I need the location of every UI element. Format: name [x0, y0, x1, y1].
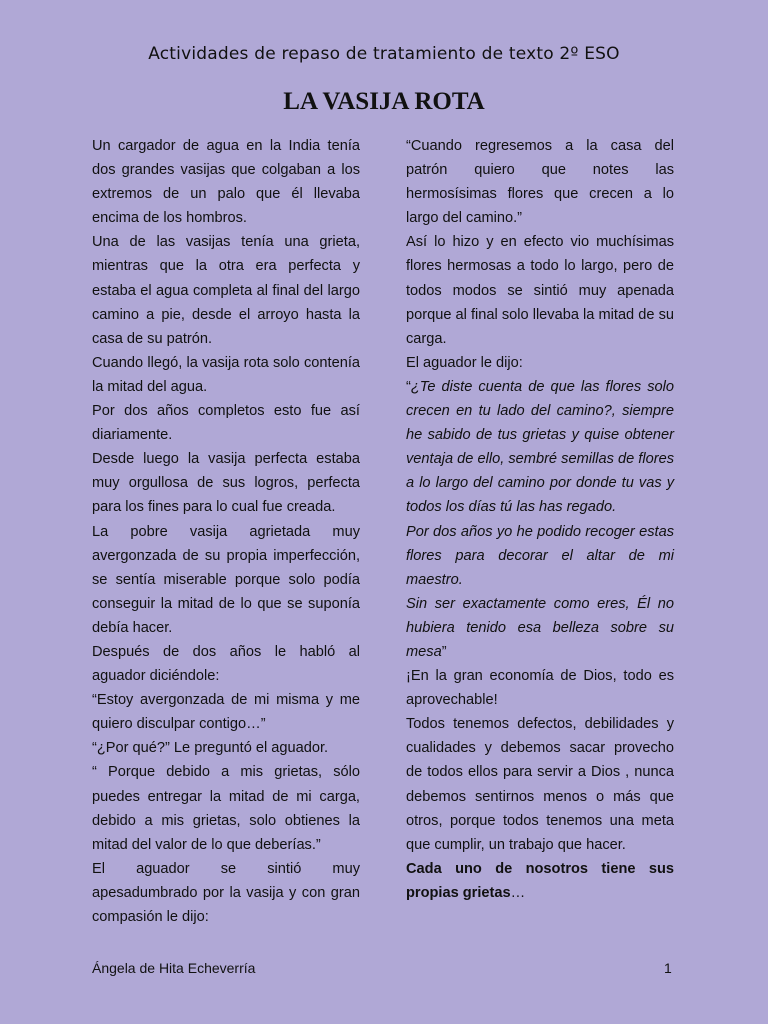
paragraph: Un cargador de agua en la India tenía dos grandes vasijas que colgaban a los extremos de un palo que él llevaba encima de los hombros. [92, 138, 360, 227]
close-quote: ” [441, 643, 447, 660]
paragraph: El aguador se sintió muy apesadumbrado por la vasija y con gran compasión le dijo: [92, 860, 360, 925]
italic-text: Sin ser exactamente como eres, Él no hubiera tenido esa belleza sobre su mesa [406, 595, 674, 660]
paragraph: Cuando llegó, la vasija rota solo contenía la mitad del agua. [92, 354, 360, 395]
ellipsis: … [510, 884, 526, 901]
closing-paragraph [406, 857, 674, 905]
italic-paragraph: Por dos años yo he podido recoger estas flores para decorar el altar de mi maestro. [406, 523, 674, 588]
italic-text: ¿Te diste cuenta de que las flores solo crecen en tu lado del camino?, siempre he sabido de tus grietas y quise obtener ventaja de ello, sembré semillas de flores a lo largo del camino por donde tu vas y todos los días tú las has regado. [406, 378, 674, 516]
document-title: LA VASIJA ROTA [283, 88, 485, 115]
paragraph: Una de las vasijas tenía una grieta, mientras que la otra era perfecta y estaba el agua completa al final del largo camino a pie, desde el arroyo hasta la casa de su patrón. [92, 234, 360, 347]
paragraph: “Cuando regresemos a la casa del patrón quiero que notes las hermosísimas flores que crecen a lo largo del camino.” [406, 138, 674, 227]
paragraph: ¡En la gran economía de Dios, todo es aprovechable! [406, 668, 674, 709]
paragraph: Desde luego la vasija perfecta estaba muy orgullosa de sus logros, perfecta para los fines para lo cual fue creada. [92, 451, 360, 516]
bold-text: Cada uno de nosotros tiene sus propias grietas [406, 860, 674, 901]
page-header: Actividades de repaso de tratamiento de texto 2º ESO [148, 44, 620, 64]
right-column [406, 134, 674, 905]
paragraph: El aguador le dijo: [406, 354, 523, 371]
paragraph: “ Porque debido a mis grietas, sólo puedes entregar la mitad de mi carga, debido a mis grietas, solo obtienes la mitad del valor de lo que deberías.” [92, 764, 360, 853]
paragraph: “¿Por qué?” Le preguntó el aguador. [92, 740, 329, 757]
open-quote: “ [406, 378, 411, 395]
left-column [92, 134, 360, 929]
paragraph: La pobre vasija agrietada muy avergonzada de su propia imperfección, se sentía miserable porque solo podía conseguir la mitad de lo que se suponía debía hacer. [92, 523, 360, 636]
paragraph: Después de dos años le habló al aguador diciéndole: [92, 643, 360, 685]
paragraph: Por dos años completos esto fue así diariamente. [92, 403, 360, 444]
page-number: 1 [664, 960, 672, 976]
quoted-paragraph [406, 375, 674, 520]
footer-author: Ángela de Hita Echeverría [92, 960, 256, 976]
paragraph: Todos tenemos defectos, debilidades y cualidades y debemos sacar provecho de todos ellos para servir a Dios , nunca debemos sentirnos menos o más que otros, porque todos tenemos una meta que cumplir, un trabajo que hacer. [406, 716, 674, 853]
paragraph: “Estoy avergonzada de mi misma y me quiero disculpar contigo…” [92, 692, 360, 733]
paragraph: Así lo hizo y en efecto vio muchísimas flores hermosas a todo lo largo, pero de todos modos se sintió muy apenada porque al final solo llevaba la mitad de su carga. [406, 234, 674, 347]
quoted-paragraph-end [406, 592, 674, 664]
